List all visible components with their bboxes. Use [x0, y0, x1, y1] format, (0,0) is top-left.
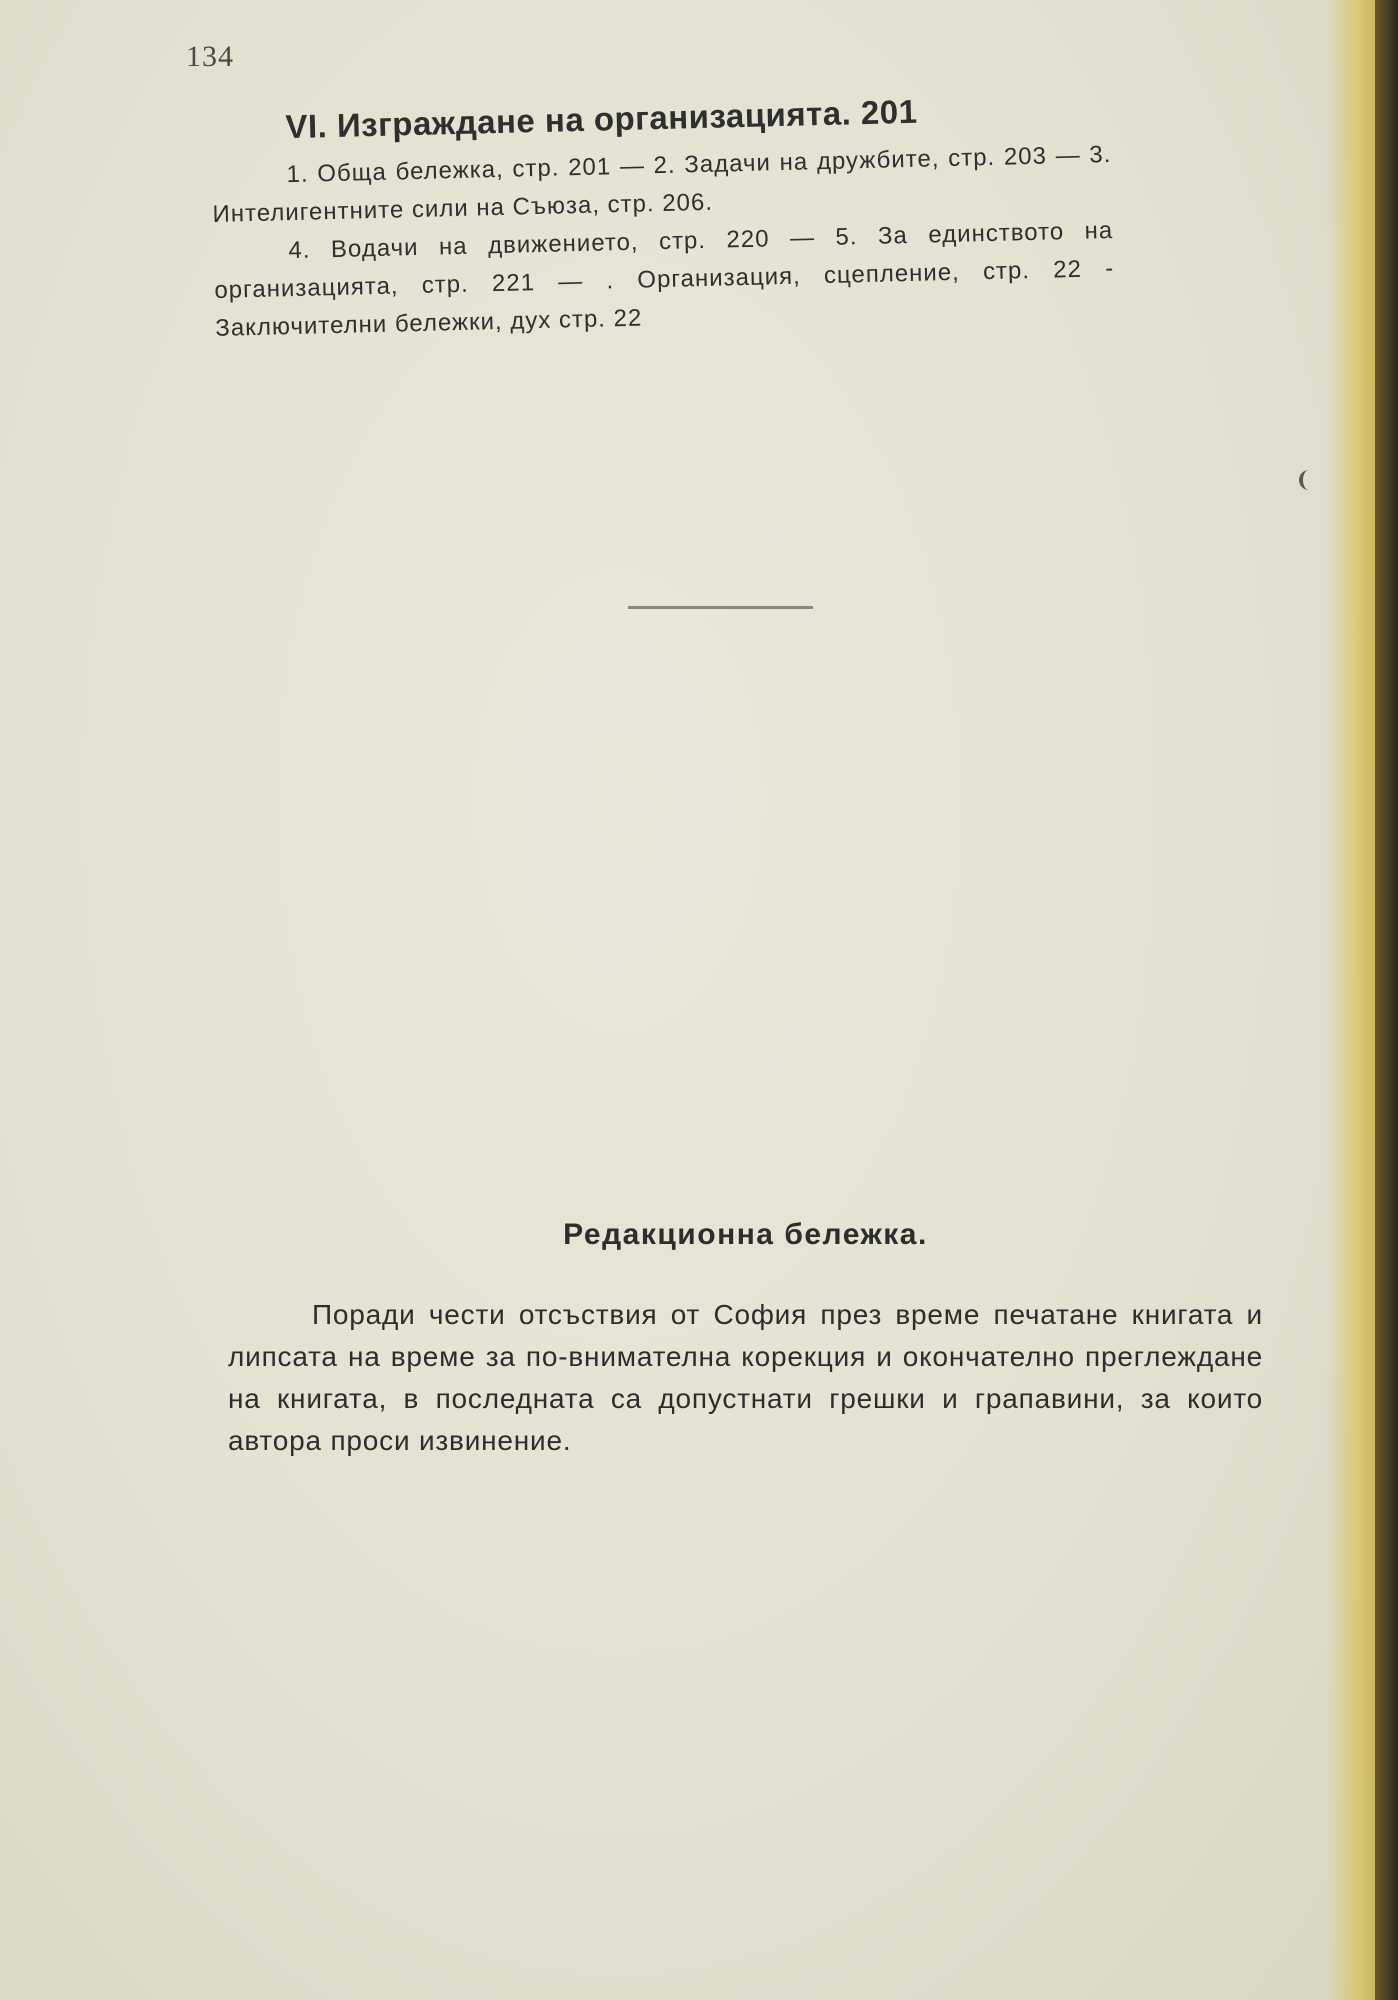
- print-mark: [1299, 470, 1313, 490]
- note-title: Редакционна бележка.: [563, 1218, 928, 1251]
- toc-paragraph: 1. Обща бележка, стр. 201 — 2. Задачи на дружбите, стр. 203 — 3. Интелигентните сили на Съюза, стр. 206.: [212, 140, 1112, 228]
- note-text: Поради чести отсъствия от София през време печатане книгата и липсата на време за по-внимателна корекция и окончателно преглеждане на книгата, в последната са допустнати грешки и грапавини, за които автора проси извинение.: [228, 1299, 1263, 1456]
- toc-paragraph: 4. Водачи на движението, стр. 220 — 5. За единството на организацията, стр. 221 — . Организация, сцепление, стр. 22 - Заключителни бележки, дух стр. 22: [214, 216, 1115, 342]
- editorial-note: [228, 1218, 1263, 1462]
- page-number: 134: [186, 40, 234, 73]
- toc-heading: VI. Изграждане на организацията. 201: [284, 92, 918, 146]
- yellowed-page-edge: [1327, 0, 1375, 2000]
- table-of-contents-section: [210, 88, 1116, 348]
- section-divider: [628, 606, 813, 609]
- book-binding-edge: [1375, 0, 1398, 2000]
